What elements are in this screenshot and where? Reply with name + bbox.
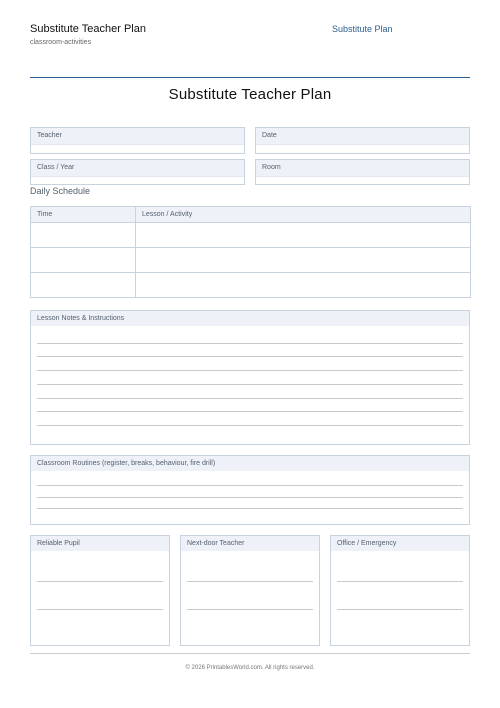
class-year-field[interactable] [30, 159, 245, 185]
office-emergency-label: Office / Emergency [331, 536, 469, 551]
writing-line [187, 581, 313, 582]
writing-line [37, 356, 463, 357]
date-label: Date [256, 128, 469, 145]
time-cell[interactable] [31, 248, 136, 273]
footer-divider [30, 653, 470, 654]
table-header-row [31, 207, 471, 223]
class-year-label: Class / Year [31, 160, 244, 177]
site-subtitle: classroom-activities [30, 39, 92, 46]
category-badge: Substitute Plan [332, 24, 393, 34]
writing-line [37, 609, 163, 610]
teacher-label: Teacher [31, 128, 244, 145]
table-row [31, 273, 471, 298]
document-title: Substitute Teacher Plan [168, 86, 332, 103]
writing-line [37, 398, 463, 399]
footer-copyright: © 2026 PrintablesWorld.com. All rights reserved. [185, 665, 315, 671]
lesson-cell[interactable] [136, 223, 471, 248]
time-cell[interactable] [31, 273, 136, 298]
date-field[interactable] [255, 127, 470, 154]
table-row [31, 248, 471, 273]
site-title: Substitute Teacher Plan [30, 23, 146, 35]
reliable-pupil-box[interactable] [30, 535, 170, 646]
writing-line [37, 508, 463, 509]
lesson-cell[interactable] [136, 273, 471, 298]
header-divider [30, 77, 470, 78]
table-row [31, 223, 471, 248]
next-door-teacher-label: Next-door Teacher [181, 536, 319, 551]
lesson-notes-box[interactable] [30, 310, 470, 445]
lesson-notes-label: Lesson Notes & Instructions [31, 311, 469, 326]
time-cell[interactable] [31, 223, 136, 248]
teacher-field[interactable] [30, 127, 245, 154]
reliable-pupil-label: Reliable Pupil [31, 536, 169, 551]
writing-line [187, 609, 313, 610]
writing-line [37, 581, 163, 582]
schedule-table-wrapper [30, 206, 471, 298]
writing-line [337, 609, 463, 610]
column-header-time: Time [31, 207, 136, 223]
writing-line [37, 485, 463, 486]
routines-label: Classroom Routines (register, breaks, behaviour, fire drill) [31, 456, 469, 471]
writing-line [37, 425, 463, 426]
lesson-cell[interactable] [136, 248, 471, 273]
office-emergency-box[interactable] [330, 535, 470, 646]
writing-line [337, 581, 463, 582]
writing-line [37, 384, 463, 385]
schedule-table [30, 206, 471, 298]
writing-line [37, 411, 463, 412]
column-header-lesson: Lesson / Activity [136, 207, 471, 223]
room-field[interactable] [255, 159, 470, 185]
writing-line [37, 497, 463, 498]
writing-line [37, 370, 463, 371]
routines-box[interactable] [30, 455, 470, 525]
room-label: Room [256, 160, 469, 177]
writing-line [37, 343, 463, 344]
next-door-teacher-box[interactable] [180, 535, 320, 646]
schedule-title: Daily Schedule [30, 186, 91, 196]
